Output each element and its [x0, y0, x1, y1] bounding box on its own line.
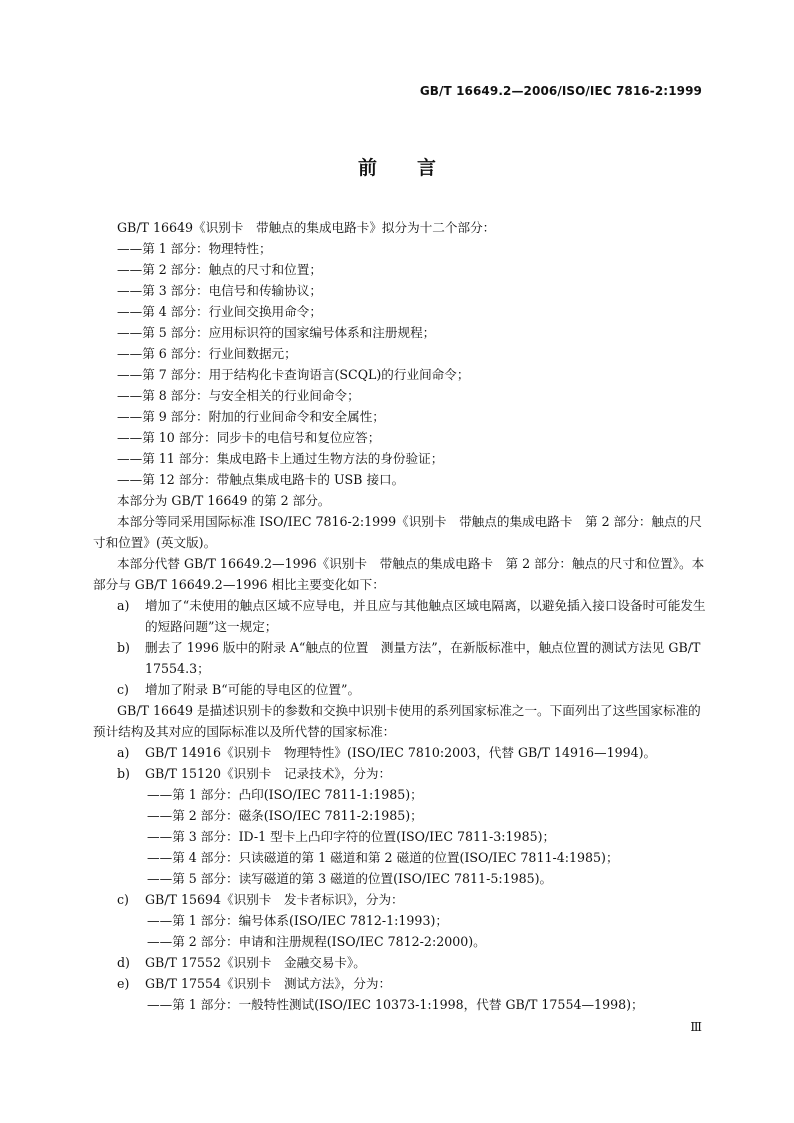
- part-list-item: ——第 1 部分：物理特性；: [117, 241, 272, 256]
- standard-code: GB/T 16649.2—2006/ISO/IEC 7816-2:1999: [419, 84, 702, 98]
- series-sub-item: ——第 2 部分：磁条(ISO/IEC 7811-2:1985)；: [147, 808, 423, 823]
- item-marker: e): [117, 976, 130, 991]
- replaces-paragraph: 本部分代替 GB/T 16649.2—1996《识别卡 带触点的集成电路卡 第 2 部分：触点的尺寸和位置》。本部分与 GB/T 16649.2—1996 相比主要变化如下：: [93, 556, 705, 592]
- intro-paragraph: GB/T 16649《识别卡 带触点的集成电路卡》拟分为十二个部分：: [117, 220, 496, 235]
- item-marker: c): [117, 682, 129, 697]
- document-body: [93, 217, 707, 1015]
- item-marker: a): [117, 745, 130, 760]
- series-sub-item: ——第 1 部分：凸印(ISO/IEC 7811-1:1985)；: [147, 787, 423, 802]
- item-marker: a): [117, 598, 130, 613]
- part-list-item: ——第 7 部分：用于结构化卡查询语言(SCQL)的行业间命令；: [117, 367, 470, 382]
- series-sub-item: ——第 5 部分：读写磁道的第 3 磁道的位置(ISO/IEC 7811-5:1985)。: [147, 871, 553, 886]
- this-part-statement: 本部分为 GB/T 16649 的第 2 部分。: [117, 493, 331, 508]
- part-list-item: ——第 2 部分：触点的尺寸和位置；: [117, 262, 322, 277]
- part-list-item: ——第 12 部分：带触点集成电路卡的 USB 接口。: [117, 472, 405, 487]
- series-sub-item: ——第 4 部分：只读磁道的第 1 磁道和第 2 磁道的位置(ISO/IEC 7811-4:1985)；: [147, 850, 619, 865]
- item-text: 增加了“未使用的触点区域不应导电，并且应与其他触点区域电隔离，以避免插入接口设备时可能发生的短路问题”这一规定；: [145, 598, 706, 634]
- item-text: GB/T 17554《识别卡 测试方法》，分为：: [145, 976, 392, 991]
- part-list-item: ——第 9 部分：附加的行业间命令和安全属性；: [117, 409, 385, 424]
- part-list-item: ——第 3 部分：电信号和传输协议；: [117, 283, 322, 298]
- item-marker: d): [117, 955, 130, 970]
- equivalence-paragraph: 本部分等同采用国际标准 ISO/IEC 7816-2:1999《识别卡 带触点的集成电路卡 第 2 部分：触点的尺寸和位置》(英文版)。: [93, 514, 702, 550]
- page-number: Ⅲ: [690, 1020, 702, 1034]
- series-sub-item: ——第 1 部分：编号体系(ISO/IEC 7812-1:1993)；: [147, 913, 448, 928]
- series-item: [117, 952, 707, 973]
- change-item: [117, 595, 707, 637]
- item-text: 增加了附录 B“可能的导电区的位置”。: [145, 682, 361, 697]
- series-item: [117, 763, 707, 784]
- item-text: GB/T 15694《识别卡 发卡者标识》，分为：: [145, 892, 404, 907]
- series-sub-item: ——第 3 部分：ID-1 型卡上凸印字符的位置(ISO/IEC 7811-3:1985)；: [147, 829, 556, 844]
- item-text: 删去了 1996 版中的附录 A“触点的位置 测量方法”，在新版标准中，触点位置的测试方法见 GB/T 17554.3；: [145, 640, 701, 676]
- series-item: [117, 742, 707, 763]
- series-sub-item: ——第 2 部分：申请和注册规程(ISO/IEC 7812-2:2000)。: [147, 934, 486, 949]
- part-list-item: ——第 11 部分：集成电路卡上通过生物方法的身份验证；: [117, 451, 444, 466]
- part-list-item: ——第 8 部分：与安全相关的行业间命令；: [117, 388, 360, 403]
- part-list-item: ——第 4 部分：行业间交换用命令；: [117, 304, 322, 319]
- part-list-item: ——第 5 部分：应用标识符的国家编号体系和注册规程；: [117, 325, 436, 340]
- change-item: [117, 679, 707, 700]
- series-item: [117, 973, 707, 994]
- item-text: GB/T 14916《识别卡 物理特性》(ISO/IEC 7810:2003，代替 GB/T 14916—1994)。: [145, 745, 657, 760]
- part-list-item: ——第 6 部分：行业间数据元；: [117, 346, 297, 361]
- item-marker: b): [117, 766, 130, 781]
- series-intro-paragraph: GB/T 16649 是描述识别卡的参数和交换中识别卡使用的系列国家标准之一。下面列出了这些国家标准的预计结构及其对应的国际标准以及所代替的国家标准：: [93, 703, 701, 739]
- item-text: GB/T 15120《识别卡 记录技术》，分为：: [145, 766, 392, 781]
- item-marker: b): [117, 640, 130, 655]
- item-text: GB/T 17552《识别卡 金融交易卡》。: [145, 955, 366, 970]
- page-title: 前言: [357, 157, 476, 179]
- item-marker: c): [117, 892, 129, 907]
- change-item: [117, 637, 707, 679]
- series-item: [117, 889, 707, 910]
- series-sub-item: ——第 1 部分：一般特性测试(ISO/IEC 10373-1:1998，代替 GB/T 17554—1998)；: [147, 997, 644, 1012]
- part-list-item: ——第 10 部分：同步卡的电信号和复位应答；: [117, 430, 381, 445]
